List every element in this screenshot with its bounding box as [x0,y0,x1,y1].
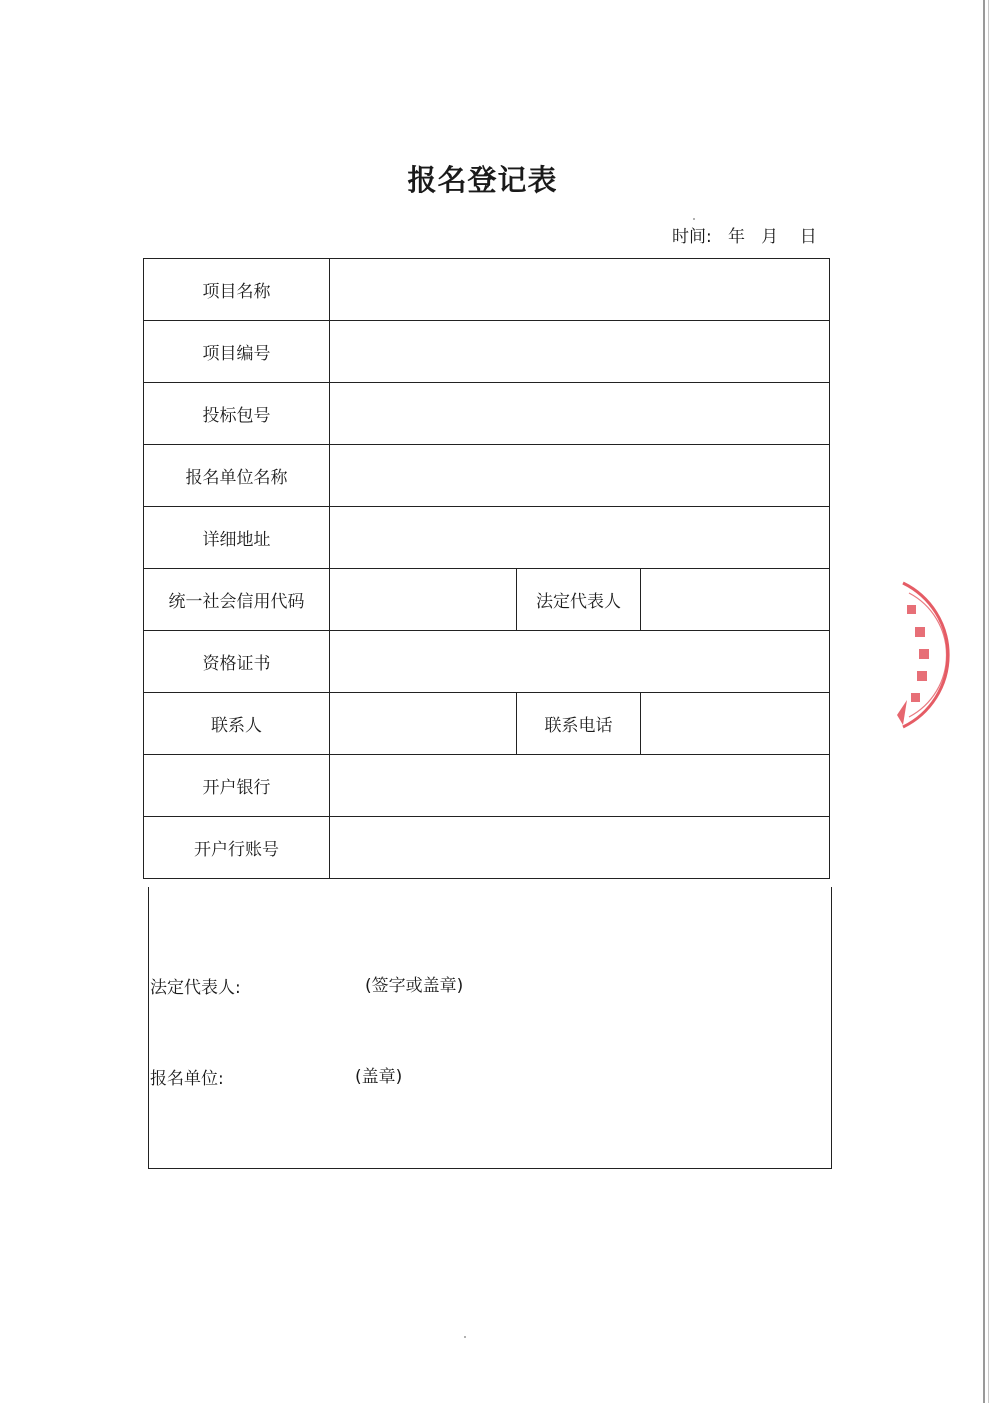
field-value-legal-rep[interactable] [641,569,830,631]
field-label-bid-package: 投标包号 [144,383,330,445]
table-row [144,817,830,879]
scan-speck [693,218,695,220]
registration-form-table [143,258,830,879]
field-value-address[interactable] [330,507,830,569]
unit-sign-label: 报名单位: [150,1069,224,1089]
legal-rep-sign-note: (签字或盖章) [365,976,464,996]
field-label-address: 详细地址 [144,507,330,569]
date-line: 时间: 年 月 日 [672,227,817,247]
scan-speck [464,1336,466,1338]
table-row [144,383,830,445]
table-row [144,507,830,569]
field-label-contact: 联系人 [144,693,330,755]
seal-stamp [893,575,963,735]
field-label-legal-rep: 法定代表人 [517,569,641,631]
table-row [144,755,830,817]
unit-sign-note: (盖章) [355,1067,403,1087]
field-label-phone: 联系电话 [517,693,641,755]
field-label-qualification: 资格证书 [144,631,330,693]
field-value-account[interactable] [330,817,830,879]
field-value-credit-code[interactable] [330,569,517,631]
field-value-contact[interactable] [330,693,517,755]
signature-section [148,887,832,1169]
legal-rep-sign-label: 法定代表人: [150,978,241,998]
field-label-credit-code: 统一社会信用代码 [144,569,330,631]
field-label-bank: 开户银行 [144,755,330,817]
table-row [144,445,830,507]
table-row [144,569,830,631]
field-value-project-number[interactable] [330,321,830,383]
field-label-project-name: 项目名称 [144,259,330,321]
field-label-account: 开户行账号 [144,817,330,879]
field-label-applicant-name: 报名单位名称 [144,445,330,507]
field-value-qualification[interactable] [330,631,830,693]
scan-edge-inner [988,0,989,1403]
field-value-bank[interactable] [330,755,830,817]
table-row [144,631,830,693]
field-value-applicant-name[interactable] [330,445,830,507]
page-title: 报名登记表 [407,163,558,197]
field-value-phone[interactable] [641,693,830,755]
table-row [144,693,830,755]
table-row [144,259,830,321]
field-label-project-number: 项目编号 [144,321,330,383]
table-row [144,321,830,383]
field-value-project-name[interactable] [330,259,830,321]
field-value-bid-package[interactable] [330,383,830,445]
scan-edge [983,0,985,1403]
